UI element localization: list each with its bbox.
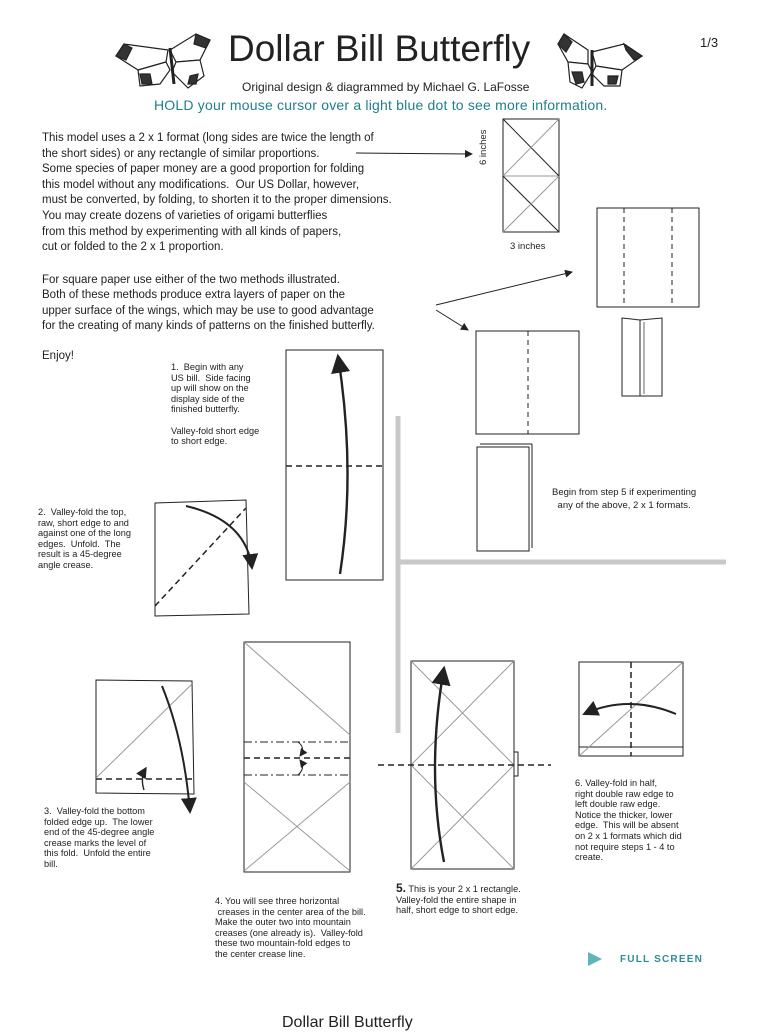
intro-format-text: This model uses a 2 x 1 format (long sides are twice the length of the short sides) or any rectangle of similar proportions. Some species of paper money are a good proportion for folding this model without any modifications. Our US Dollar, however, must be converted, by folding, to shorten it to the proper dimensions. You may create dozens of varieties of origami butterflies from this method by experimenting with all kinds of papers, cut or folded to the 2 x 1 proportion. bbox=[42, 132, 392, 254]
step2-text: 2. Valley-fold the top, raw, short edge to and against one of the long edges. Unfold. The result is a 45-degree angle crease. bbox=[38, 507, 131, 570]
fullscreen-button[interactable] bbox=[588, 952, 703, 966]
fullscreen-label: FULL SCREEN bbox=[620, 953, 704, 965]
step5-text bbox=[396, 883, 521, 916]
step5-number: 5. bbox=[396, 881, 407, 895]
butterfly-logo-right-icon bbox=[558, 34, 642, 88]
dimension-short-label: 3 inches bbox=[510, 241, 546, 252]
next-page-title: Dollar Bill Butterfly bbox=[282, 1014, 413, 1031]
step5-rest: Valley-fold the entire shape in half, short edge to short edge. bbox=[396, 894, 519, 916]
intro-square-text: For square paper use either of the two methods illustrated. Both of these methods produce extra layers of paper on the upper surface of the wings, which may be use to good advantage for the creating of many kinds of patterns on the finished butterfly. bbox=[42, 274, 375, 333]
page-title: Dollar Bill Butterfly bbox=[228, 28, 531, 69]
step1-text: 1. Begin with any US bill. Side facing up will show on the display side of the finished butterfly. Valley-fold short edge to short edge. bbox=[171, 362, 260, 447]
page-number: 1/3 bbox=[700, 35, 719, 50]
play-icon bbox=[588, 952, 602, 966]
step4-text: 4. You will see three horizontal creases in the center area of the bill. Make the outer two into mountain creases (one already is). Valley-fold these two mountain-fold edges to the center crease line. bbox=[215, 896, 366, 959]
step6-text: 6. Valley-fold in half, right double raw edge to left double raw edge. Notice the thicker, lower edge. This will be absent on 2 x 1 formats which did not require steps 1 - 4 to create. bbox=[575, 778, 682, 863]
begin-step5-note: Begin from step 5 if experimenting any of the above, 2 x 1 formats. bbox=[552, 487, 697, 511]
butterfly-logo-left-icon bbox=[116, 34, 210, 88]
hover-hint: HOLD your mouse cursor over a light blue dot to see more information. bbox=[154, 97, 608, 113]
step3-text: 3. Valley-fold the bottom folded edge up. The lower end of the 45-degree angle crease marks the level of this fold. Unfold the entire bill. bbox=[44, 806, 155, 869]
dimension-long-label: 6 inches bbox=[478, 129, 489, 165]
step5-first-line: This is your 2 x 1 rectangle. bbox=[406, 884, 521, 894]
enjoy-text: Enjoy! bbox=[42, 350, 74, 362]
credit-line: Original design & diagrammed by Michael G. LaFosse bbox=[242, 80, 530, 94]
